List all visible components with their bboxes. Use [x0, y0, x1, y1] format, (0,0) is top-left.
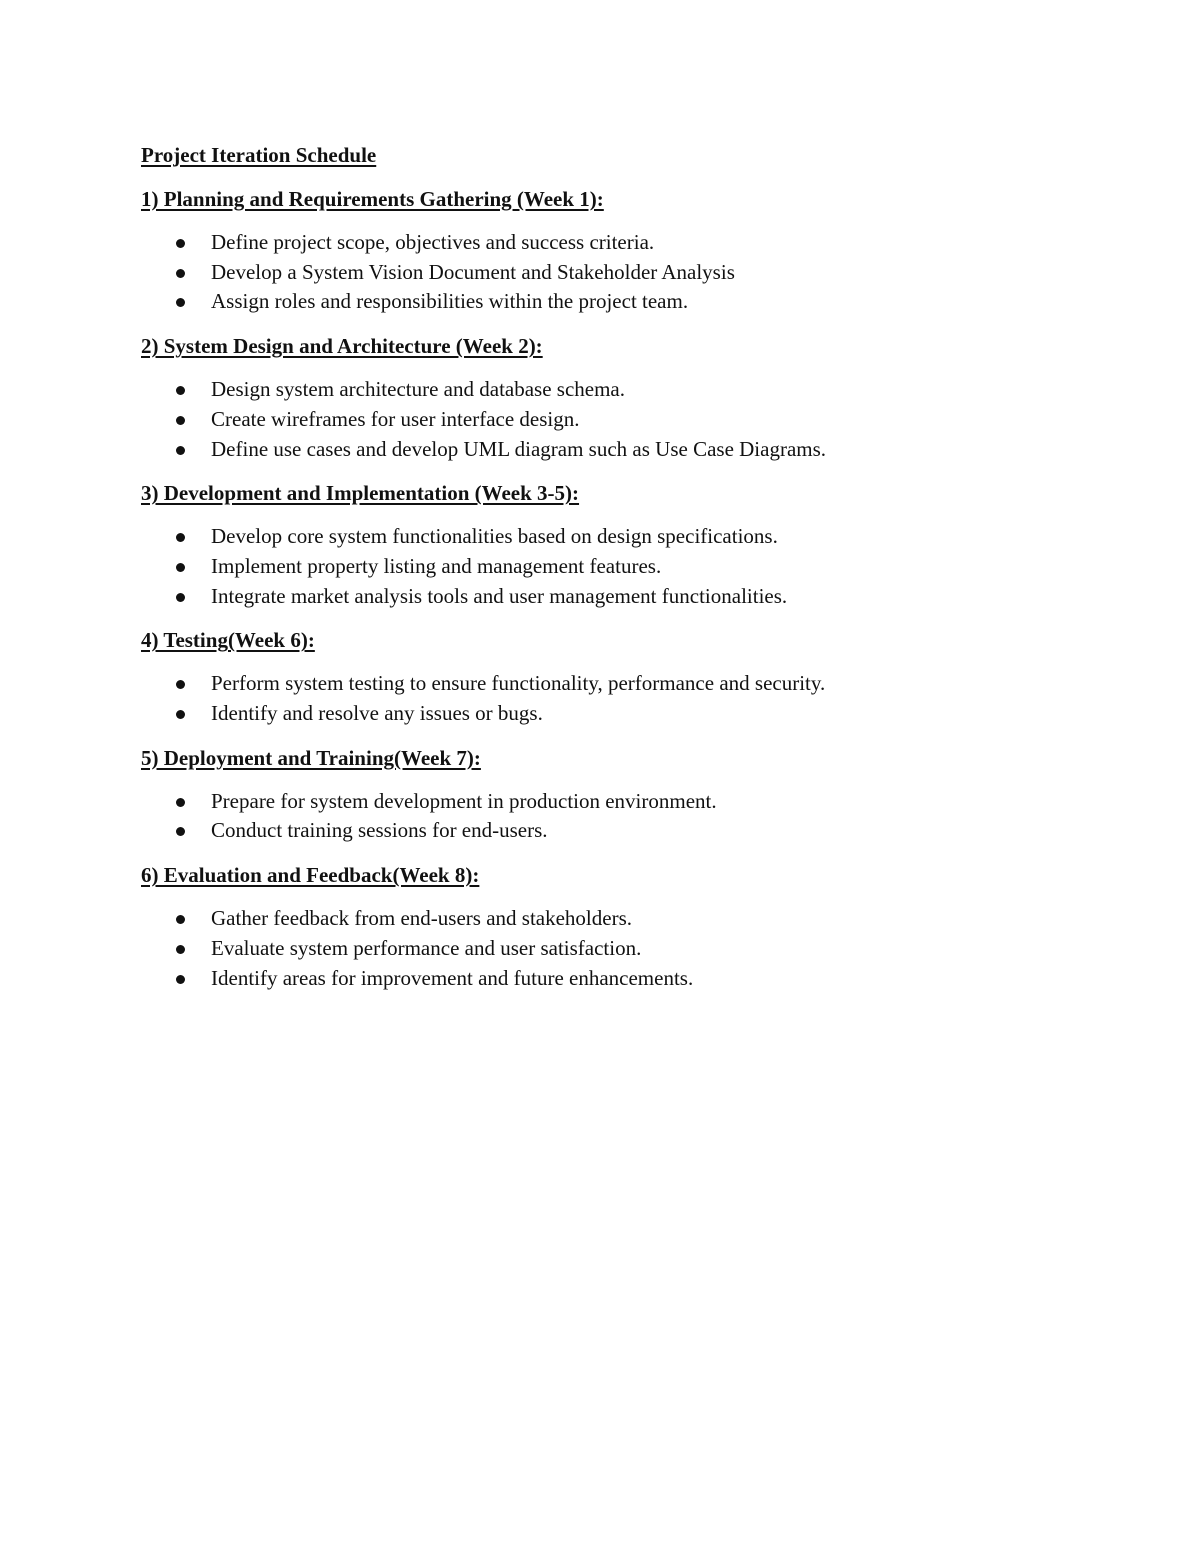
section-heading: 3) Development and Implementation (Week 3-5): — [141, 481, 580, 506]
section-development — [141, 478, 1061, 611]
list-item — [141, 552, 1061, 582]
bullet-list — [141, 904, 1061, 993]
bullet-icon — [176, 416, 185, 425]
bullet-list — [141, 787, 1061, 846]
list-item-text: Identify areas for improvement and future enhancements. — [211, 965, 694, 990]
list-item — [141, 287, 1061, 317]
list-item — [141, 405, 1061, 435]
bullet-icon — [176, 533, 185, 542]
list-item-text: Design system architecture and database schema. — [211, 377, 626, 402]
bullet-icon — [176, 563, 185, 572]
list-item — [141, 904, 1061, 934]
list-item-text: Prepare for system development in production environment. — [211, 788, 717, 813]
bullet-icon — [176, 827, 185, 836]
list-item-text: Assign roles and responsibilities within the project team. — [211, 289, 689, 314]
section-heading: 4) Testing(Week 6): — [141, 628, 315, 653]
bullet-list — [141, 228, 1061, 317]
document-content — [141, 140, 1061, 1007]
section-heading: 2) System Design and Architecture (Week 2): — [141, 334, 543, 359]
list-item — [141, 522, 1061, 552]
bullet-icon — [176, 945, 185, 954]
section-heading: 6) Evaluation and Feedback(Week 8): — [141, 863, 480, 888]
section-testing — [141, 625, 1061, 728]
list-item — [141, 375, 1061, 405]
list-item-text: Identify and resolve any issues or bugs. — [211, 701, 543, 726]
list-item-text: Integrate market analysis tools and user management functionalities. — [211, 583, 788, 608]
bullet-list — [141, 375, 1061, 464]
bullet-icon — [176, 798, 185, 807]
list-item-text: Develop a System Vision Document and Stakeholder Analysis — [211, 259, 735, 284]
bullet-icon — [176, 593, 185, 602]
bullet-icon — [176, 710, 185, 719]
list-item-text: Implement property listing and management features. — [211, 553, 662, 578]
bullet-icon — [176, 269, 185, 278]
list-item-text: Conduct training sessions for end-users. — [211, 818, 548, 843]
list-item — [141, 228, 1061, 258]
document-title: Project Iteration Schedule — [141, 143, 377, 167]
bullet-icon — [176, 975, 185, 984]
bullet-list — [141, 522, 1061, 611]
list-item — [141, 435, 1061, 465]
bullet-icon — [176, 680, 185, 689]
list-item — [141, 582, 1061, 612]
section-evaluation — [141, 860, 1061, 993]
bullet-list — [141, 669, 1061, 728]
section-deployment — [141, 743, 1061, 846]
list-item — [141, 669, 1061, 699]
list-item-text: Gather feedback from end-users and stakeholders. — [211, 906, 632, 931]
list-item — [141, 258, 1061, 288]
list-item — [141, 699, 1061, 729]
list-item — [141, 787, 1061, 817]
list-item-text: Evaluate system performance and user satisfaction. — [211, 935, 642, 960]
bullet-icon — [176, 446, 185, 455]
section-heading: 5) Deployment and Training(Week 7): — [141, 745, 481, 770]
list-item — [141, 816, 1061, 846]
bullet-icon — [176, 239, 185, 248]
bullet-icon — [176, 386, 185, 395]
list-item-text: Define use cases and develop UML diagram such as Use Case Diagrams. — [211, 436, 827, 461]
section-design — [141, 331, 1061, 464]
bullet-icon — [176, 298, 185, 307]
list-item-text: Perform system testing to ensure functionality, performance and security. — [211, 671, 826, 696]
list-item — [141, 934, 1061, 964]
list-item-text: Create wireframes for user interface design. — [211, 406, 580, 431]
section-heading: 1) Planning and Requirements Gathering (Week 1): — [141, 187, 604, 211]
bullet-icon — [176, 915, 185, 924]
list-item-text: Define project scope, objectives and success criteria. — [211, 230, 655, 254]
section-planning — [141, 184, 1061, 317]
list-item — [141, 964, 1061, 994]
list-item-text: Develop core system functionalities based on design specifications. — [211, 524, 778, 549]
